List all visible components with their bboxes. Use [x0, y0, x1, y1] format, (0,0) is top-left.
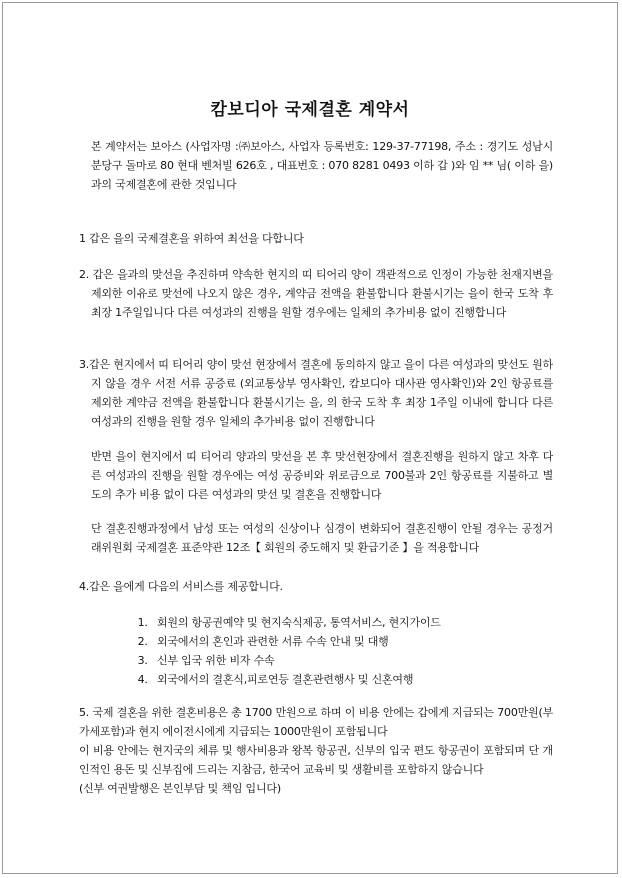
- document-page: [2, 2, 618, 874]
- document-title: 캄보디아 국제결혼 계약서: [210, 100, 410, 120]
- service-item: 1. 회원의 항공권예약 및 현지숙식제공, 통역서비스, 현지가이드: [151, 613, 441, 632]
- clause-3: 3.갑은 현지에서 띠 티어리 양이 맞선 현장에서 결혼에 동의하지 않고 을이 다른 여성과의 맞선도 원하지 않을 경우 서전 서류 공증료 (외교통상부 영사확인, 캄보디아 대사관 영사확인)와 2인 항공료를 제외한 계약금 전액을 환불합니다 환불시기는 을, 의 한국 도착 후 최장 1주일 이내에 합니다 다른 여성과의 진행을 원할 경우 일체의 추가비용 없이 진행합니다: [79, 358, 553, 428]
- clause-5-paragraph-b: 이 비용 안에는 현지국의 체류 및 행사비용과 왕복 항공권, 신부의 입국 편도 항공권이 포함되며 단 개인적인 용돈 및 신부집에 드리는 지참금, 한국어 교육비 및 생활비를 포함하지 않습니다: [79, 744, 553, 776]
- clause-5-note: (신부 여권발행은 본인부담 및 책임 입니다): [79, 782, 281, 795]
- services-list: [131, 613, 441, 689]
- clause-2: 2. 갑은 을과의 맞선을 추진하며 약속한 현지의 띠 티어리 양이 객관적으로 인정이 가능한 천재지변을 제외한 이유로 맞선에 나오지 않은 경우, 계약금 전액을 환불합니다 환불시기는 을이 한국 도착 후 최장 1주일입니다 다른 여성과의 진행을 원할 경우에는 일체의 추가비용 없이 진행합니다: [79, 268, 553, 319]
- service-item: 4. 외국에서의 결혼식,피로연등 결혼관련행사 및 신혼여행: [151, 670, 441, 689]
- clause-4-heading: 4.갑은 을에게 다음의 서비스를 제공합니다.: [79, 580, 283, 593]
- service-item: 3. 신부 입국 위한 비자 수속: [151, 651, 441, 670]
- clause-3-paragraph-c: 단 결혼진행과정에서 남성 또는 여성의 신상이나 심경이 변화되어 결혼진행이 안될 경우는 공정거래위원회 국제결혼 표준약관 12조【 회원의 중도해지 및 환급기준 】을 적용합니다: [91, 522, 553, 554]
- clause-1: 1 갑은 을의 국제결혼을 위하여 최선을 다합니다: [79, 232, 304, 245]
- clause-3-paragraph-b: 반면 을이 현지에서 띠 티어리 양과의 맞선을 본 후 맞선현장에서 결혼진행을 원하지 않고 차후 다른 여성과의 진행을 원할 경우에는 여성 공증비와 위로금으로 700불과 2인 항공료를 지불하고 별도의 추가 비용 없이 다른 여성과의 맞선 및 결혼을 진행합니다: [91, 450, 553, 501]
- clause-5: 5. 국제 결혼을 위한 결혼비용은 총 1700 만원으로 하며 이 비용 안에는 갑에게 지급되는 700만원(부가세포함)과 현지 에이전시에게 지급되는 1000만원이 포함됩니다: [79, 706, 553, 738]
- service-item: 2. 외국에서의 혼인과 관련한 서류 수속 안내 및 대행: [151, 632, 441, 651]
- intro-paragraph: 본 계약서는 보아스 (사업자명 :㈜보아스, 사업자 등록번호: 129-37-77198, 주소 : 경기도 성남시 분당구 돌마로 80 현대 벤처빌 626호 , 대표번호 : 070 8281 0493 이하 갑 )와 임 ** 님( 이하 을) 과의 국제결혼에 관한 것입니다: [91, 140, 553, 191]
